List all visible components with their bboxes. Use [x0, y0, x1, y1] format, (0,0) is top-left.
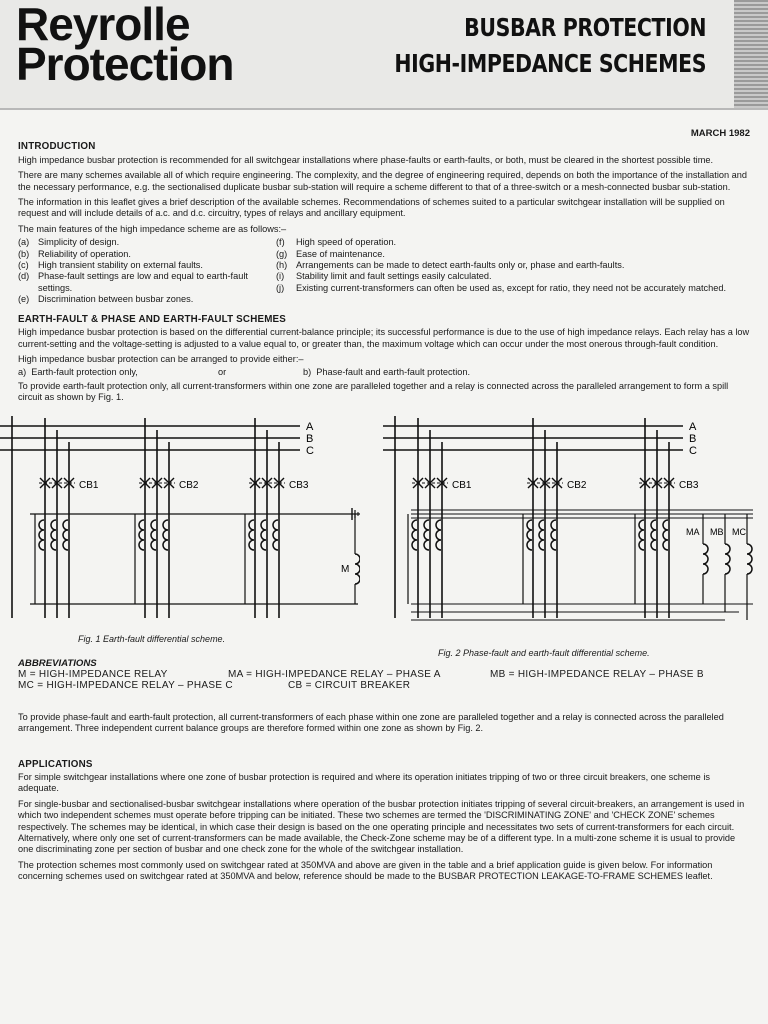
current-transformer: [39, 520, 44, 550]
current-transformer: [436, 520, 441, 550]
feature-item: [276, 260, 750, 271]
abbr-mb: MB = HIGH-IMPEDANCE RELAY – PHASE B: [490, 668, 704, 680]
intro-heading: INTRODUCTION: [18, 141, 96, 153]
current-transformer: [163, 520, 168, 550]
option-a: a) Earth-fault protection only,: [18, 367, 138, 378]
abbr-cb: CB = CIRCUIT BREAKER: [288, 680, 411, 692]
brand-logo: [16, 0, 234, 90]
intro-paragraph-3: The information in this leaflet gives a brief description of the available schemes. Recommendations of schemes suited to a particular switchgear installation will be supplied on request and will include details of a.c. and d.c. circuitry, types of relays and ancillary equipment.: [18, 197, 725, 219]
current-transformer: [63, 520, 68, 550]
feature-item: [276, 283, 750, 294]
phase-label-A: A: [689, 420, 697, 433]
abbr-m: M = HIGH-IMPEDANCE RELAY: [18, 668, 168, 680]
brand-line-2: Protection: [16, 38, 234, 90]
feature-item: [18, 249, 268, 260]
features-right: [276, 237, 750, 305]
current-transformer: [261, 520, 266, 550]
abbr-mc: MC = HIGH-IMPEDANCE RELAY – PHASE C: [18, 680, 233, 692]
relay-m-label: M: [341, 563, 350, 575]
document-date: MARCH 1982: [690, 128, 750, 139]
current-transformer: [273, 520, 278, 550]
abbreviations-row-1: [18, 669, 750, 680]
intro-paragraph-2: There are many schemes available all of which require engineering. The complexity, and the degree of engineering required, depends on both the importance of the installation and the necessary performance, e.g. the sectionalised duplicate busbar sub-station will require a scheme different to that of a three-switch or a mesh-connected busbar sub-station.: [18, 170, 747, 192]
intro-paragraph-1: High impedance busbar protection is recommended for all switchgear installations where phase-faults or earth-faults, or both, must be cleared in the shortest possible time.: [18, 154, 714, 165]
figure-1-caption: Fig. 1 Earth-fault differential scheme.: [78, 633, 226, 644]
feature-key: (j): [276, 282, 285, 293]
breaker-label: CB3: [679, 479, 699, 491]
current-transformer: [139, 520, 144, 550]
feature-item: [276, 237, 750, 248]
breaker-label: CB3: [289, 479, 309, 491]
feature-text: Discrimination between busbar zones.: [38, 294, 194, 305]
current-transformer: [539, 520, 544, 550]
breaker-label: CB1: [79, 479, 99, 491]
relay-coil-MC: [747, 544, 752, 574]
current-transformer: [527, 520, 532, 550]
current-transformer: [51, 520, 56, 550]
feature-text: High speed of operation.: [296, 237, 397, 248]
feature-text: Arrangements can be made to detect earth-faults only or, phase and earth-faults.: [296, 260, 625, 271]
current-transformer: [639, 520, 644, 550]
abbreviations-row-2: [18, 680, 750, 691]
abbreviations-heading: ABBREVIATIONS: [18, 657, 97, 669]
feature-text: High transient stability on external faults.: [38, 260, 203, 271]
relay-label-MC: MC: [732, 526, 746, 537]
phase-label-C: C: [689, 444, 697, 457]
current-transformer: [151, 520, 156, 550]
feature-key: (f): [276, 237, 285, 248]
relay-coil-MB: [725, 544, 730, 574]
features-left: [18, 237, 268, 305]
features-list: [18, 237, 750, 305]
earth-paragraph-2: High impedance busbar protection can be arranged to provide either:–: [18, 353, 304, 364]
document-title: [394, 10, 706, 82]
option-b: b) Phase-fault and earth-fault protection.: [303, 367, 471, 378]
relay-label-MA: MA: [686, 526, 700, 537]
feature-text: Simplicity of design.: [38, 237, 120, 248]
feature-item: [18, 237, 268, 248]
feature-text: Phase-fault settings are low and equal to earth-fault settings.: [38, 271, 248, 293]
feature-key: (d): [18, 271, 30, 282]
feature-key: (c): [18, 260, 29, 271]
abbr-ma: MA = HIGH-IMPEDANCE RELAY – PHASE A: [228, 668, 441, 680]
phase-paragraph: To provide phase-fault and earth-fault protection, all current-transformers of each phase within one zone are paralleled together and a relay is connected across the paralleled arrangement. Three independent current balance groups are therefore formed within one zone as shown by Fig. 2.: [18, 711, 724, 734]
relay-m-coil: [355, 554, 360, 584]
page-header: [0, 0, 768, 110]
current-transformer: [424, 520, 429, 550]
applications-paragraph-1: For simple switchgear installations where one zone of busbar protection is required and where its operation initiates tripping of two or three circuit breakers, one scheme is adequate.: [18, 771, 710, 794]
earth-options: [18, 367, 750, 378]
current-transformer: [663, 520, 668, 550]
feature-key: (h): [276, 260, 288, 271]
title-line-2: HIGH-IMPEDANCE SCHEMES: [394, 49, 706, 78]
phase-label-C: C: [306, 444, 314, 457]
brand-line-1: Reyrolle: [16, 0, 190, 50]
document-body: [18, 128, 750, 887]
applications-paragraph-2: For single-busbar and sectionalised-busbar switchgear installations where operation of the busbar protection initiates tripping of several circuit-breakers, an arrangement is used in which two independent schemes must operate before tripping can be initiated. These two schemes are termed the 'DISCRIMINATING ZONE' and 'CHECK ZONE' schemes respectively. The schemes may be identical, in which case their design is based on the one operating principle and necessitates two sets of current-transformers for each circuit. Alternatively, where only one set of current-transformers can be made available, the Check-Zone scheme may be of a different type. In a multi-zone scheme it is usual to provide one discriminating zone per section of busbar and one check zone for the whole of the switchgear installation.: [18, 798, 745, 855]
breaker-label: CB1: [452, 479, 472, 491]
title-line-1: BUSBAR PROTECTION: [464, 13, 706, 42]
figure-2-caption: Fig. 2 Phase-fault and earth-fault differential scheme.: [438, 647, 650, 658]
applications-heading: APPLICATIONS: [18, 758, 93, 770]
feature-item: [18, 294, 268, 305]
feature-item: [276, 271, 750, 282]
intro-paragraph-4: The main features of the high impedance scheme are as follows:–: [18, 223, 287, 234]
fig1-diagram: [0, 408, 360, 633]
feature-key: (a): [18, 237, 30, 248]
relay-label-MB: MB: [710, 526, 724, 537]
option-or: or: [218, 367, 227, 378]
earth-paragraph-3: To provide earth-fault protection only, all current-transformers within one zone are paralleled together and a relay is connected across the paralleled arrangement to form a spill circuit as shown by Fig. 1.: [18, 380, 729, 403]
breaker-label: CB2: [179, 479, 199, 491]
feature-item: [276, 249, 750, 260]
feature-key: (b): [18, 248, 30, 259]
phase-label-B: B: [689, 432, 697, 445]
feature-text: Reliability of operation.: [38, 248, 131, 259]
feature-text: Stability limit and fault settings easily calculated.: [296, 271, 492, 282]
header-edge-bar: [734, 0, 768, 108]
feature-text: Ease of maintenance.: [296, 248, 385, 259]
feature-item: [18, 260, 268, 271]
relay-coil-MA: [703, 544, 708, 574]
phase-label-B: B: [306, 432, 314, 445]
applications-paragraph-3: The protection schemes most commonly used on switchgear rated at 350MVA and above are given in the table and a brief application guide is given below. For information concerning schemes used on switchgear rated at 350MVA and below, reference should be made to the BUSBAR PROTECTION LEAKAGE-TO-FRAME SCHEMES leaflet.: [18, 859, 713, 882]
feature-text: Existing current-transformers can often be used as, except for ratio, they need not be accurately matched.: [296, 282, 726, 293]
current-transformer: [249, 520, 254, 550]
phase-label-A: A: [306, 420, 314, 433]
current-transformer: [551, 520, 556, 550]
breaker-label: CB2: [567, 479, 587, 491]
current-transformer: [651, 520, 656, 550]
feature-item: [18, 271, 268, 294]
figures: [18, 408, 750, 656]
fig2-diagram: [383, 408, 753, 648]
earth-paragraph-1: High impedance busbar protection is based on the differential current-balance principle; its successful performance is due to the use of high impedance relays. Each relay has a low current-setting and the voltage-setting is adjusted to a value equal to, or greater than, the maximum voltage which can occur under the most onerous through-fault condition.: [18, 327, 750, 349]
feature-key: (g): [276, 248, 288, 259]
earth-heading: EARTH-FAULT & PHASE AND EARTH-FAULT SCHEMES: [18, 313, 287, 325]
current-transformer: [412, 520, 417, 550]
feature-key: (i): [276, 271, 285, 282]
feature-key: (e): [18, 294, 30, 305]
